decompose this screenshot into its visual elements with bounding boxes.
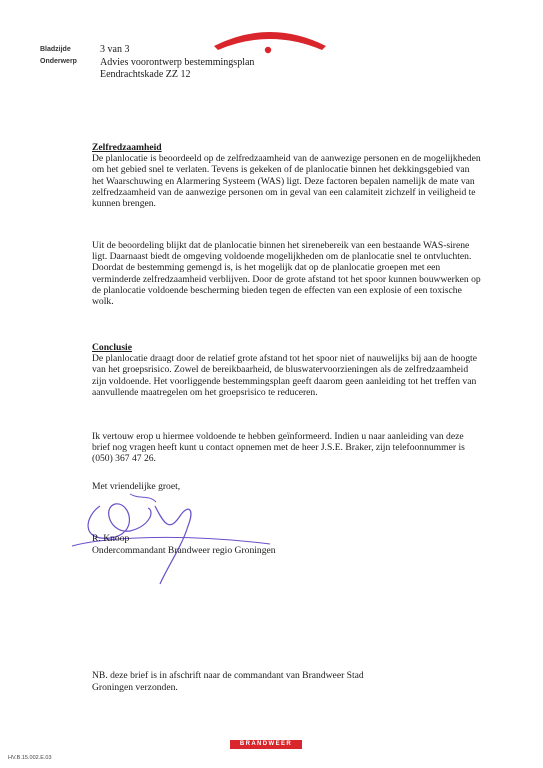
paragraph-self-reliance-2: Uit de beoordeling blijkt dat de planlocatie binnen het sirenebereik van een bestaande WAS-sirene ligt. Daarnaast biedt de omgeving voldoende mogelijkheden om de planlocatie snel te ontvluchten. Doordat de bestemming gemengd is, is het mogelijk dat op de planlocatie groepen met een verminderde zelfredzaamheid verblijven. Door de grote afstand tot het spoor kunnen bouwwerken op de planlocatie voldoende bescherming bieden tegen de effecten van een explosie of een toxische wolk. [92,240,481,308]
signatory-name: R. Knoop [92,533,130,544]
label-page: Bladzijde [40,46,71,53]
section-self-reliance [92,142,482,209]
paragraph-conclusion-2: Ik vertouw erop u hiermee voldoende te hebben geïnformeerd. Indien u naar aanleiding van deze brief nog vragen heeft kunt u contact opnemen met de heer J.S.E. Braker, zijn telefoonnummer is (050) 367 47 26. [92,431,465,465]
form-code: HV.B.15.002.E.03 [8,755,52,761]
paragraph-self-reliance-1: De planlocatie is beoordeeld op de zelfredzaamheid van de aanwezige personen en de mogelijkheden om het gebied snel te verlaten. Tevens is gekeken of de planlocatie binnen het dekkingsgebied van het Waarschuwing en Alarmering Systeem (WAS) ligt. Deze factoren bepalen namelijk de mate van zelfredzaamheid van de aanwezige personen om in geval van een calamiteit zichzelf in veiligheid te kunnen brengen. [92,153,481,210]
signatory-title: Ondercommandant Brandweer regio Groningen [92,545,276,556]
page-number: 3 van 3 [100,44,130,55]
brand-badge: BRANDWEER [230,740,302,749]
subject-line-2: Eendrachtskade ZZ 12 [100,69,191,80]
label-subject: Onderwerp [40,58,77,65]
subject-line-1: Advies voorontwerp bestemmingsplan [100,57,255,68]
paragraph-conclusion-1: De planlocatie draagt door de relatief grote afstand tot het spoor niet of nauwelijks bij aan de hoogte van het groepsrisico. Zowel de bereikbaarheid, de bluswatervoorzieningen als de zelfredzaamheid zijn voldoende. Het voorliggende bestemmingsplan geeft daarom geen aanleiding tot het treffen van aanvullende maatregelen om het groepsrisico te reduceren. [92,353,477,398]
section-conclusion [92,342,482,398]
note-line-1: NB. deze brief is in afschrift naar de commandant van Brandweer Stad [92,670,364,681]
closing-greeting: Met vriendelijke groet, [92,481,181,492]
heading-conclusion: Conclusie [92,342,132,353]
note-line-2: Groningen verzonden. [92,682,178,693]
brandweer-arc-logo-icon [210,24,330,60]
heading-self-reliance: Zelfredzaamheid [92,142,162,153]
